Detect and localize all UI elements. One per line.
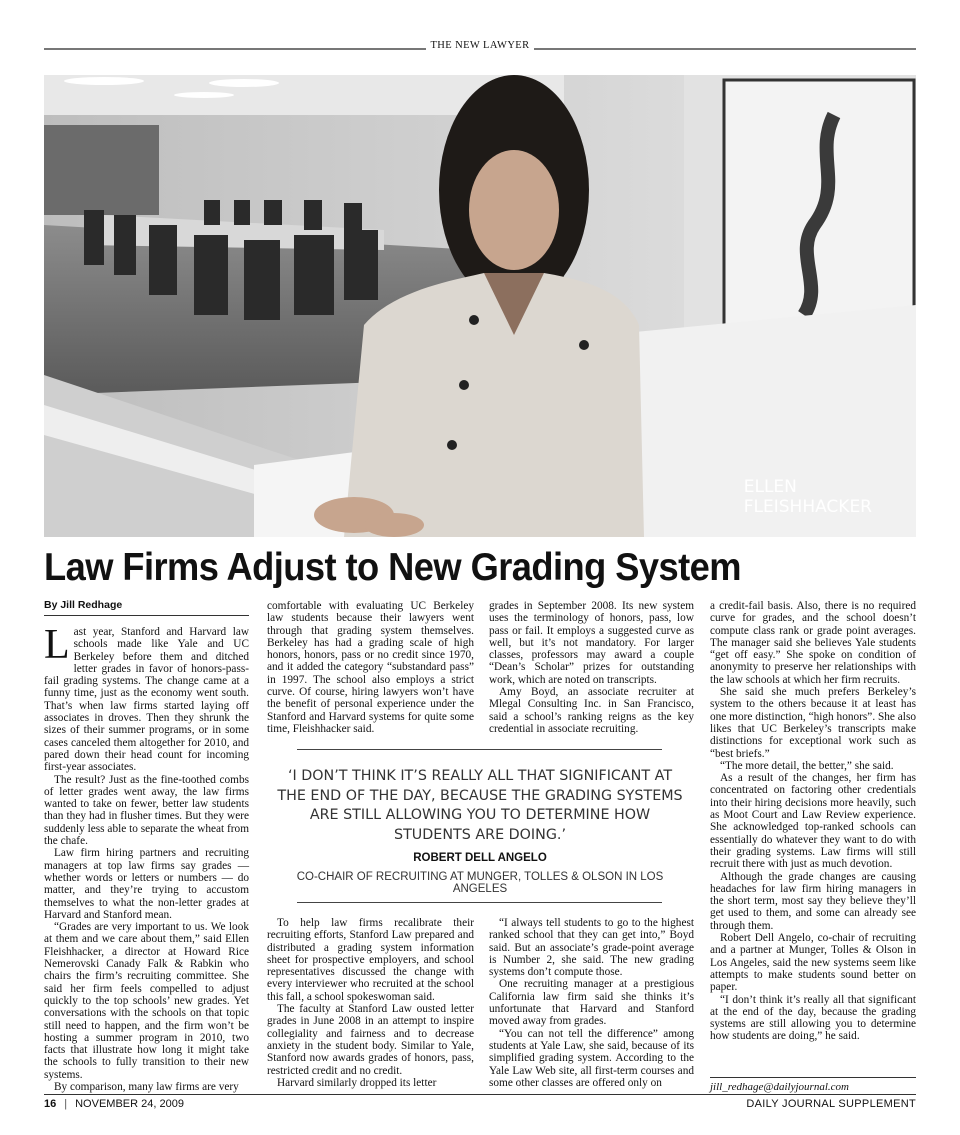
article-paragraph: Robert Dell Angelo, co-chair of recruiting and a partner at Munger, Tolles & Olson in Los Angeles, said the new systems seem like attempts to make students sound better on paper. — [710, 932, 916, 994]
pullquote-title: CO-CHAIR OF RECRUITING AT MUNGER, TOLLES & OLSON IN LOS ANGELES — [296, 871, 664, 895]
article-paragraph: To help law firms recalibrate their recruiting efforts, Stanford Law prepared and distributed a grading system information sheet for prospective employers, and school representatives discussed the change with every interviewer who recruited at the school this fall, a school spokeswoman said. — [267, 917, 474, 1003]
article-paragraph: comfortable with evaluating UC Berkeley law students because their lawyers went through that grading system themselves. Berkeley has had a grading scale of high honors, honors, pass or no credit since 1970, and it added the category “substandard pass” in 1997. The school also employs a strict curve. Of course, hiring lawyers won’t have the benefit of personal experience under the Stanford and Harvard systems for quite some time, Fleishhacker said. — [267, 600, 474, 735]
photo-illustration — [44, 75, 916, 537]
article-paragraph: grades in September 2008. Its new system uses the terminology of honors, pass, low pass or fail. It employs a suggested curve as well, but it’s not mandatory. For larger classes, professors may award a couple “Dean’s Scholar” prizes for outstanding work, which are noted on transcripts. — [489, 600, 694, 686]
article-paragraph: Harvard similarly dropped its letter — [277, 1076, 437, 1089]
article-paragraph: a credit-fail basis. Also, there is no required curve for grades, and the school doesn’t compute class rank or grade point averages. The manager said she believes Yale students “get off easy.” She spoke on condition of anonymity to preserve her relationships with the law schools at which her firm recruits. — [710, 600, 916, 686]
article-paragraph: Law firm hiring partners and recruiting managers at top law firms say grades — whether words or letters or numbers — do matter, and they’re trying to accustom themselves to what the non-letter grades at Harvard and Stanford mean. — [44, 847, 249, 921]
article-column-1 — [44, 622, 249, 1093]
article-paragraph: One recruiting manager at a prestigious California law firm said she thinks it’s unfortunate that Harvard and Stanford moved away from grades. — [489, 978, 694, 1028]
paragraph-text: ast year, Stanford and Harvard law schools made like Yale and UC Berkeley before them and ditched letter grades in favor of honors-pass-fail grading systems. The change came at a funny time, just as the economy went south. That’s when law firms started laying off associates in droves. Then they shrunk the sizes of their summer programs, or in some cases canceled them altogether for 2010, and pared down their head count for incoming first-year associates. — [44, 626, 249, 774]
footer-date: NOVEMBER 24, 2009 — [75, 1098, 184, 1110]
article-paragraph: She said she much prefers Berkeley’s system to the others because it at least has one more distinction, “high honors”. She also likes that UC Berkeley’s transcripts make distinctions for exceptional work such as “best briefs.” — [710, 686, 916, 760]
footer-rule — [44, 1094, 916, 1095]
pullquote-name: ROBERT DELL ANGELO — [413, 852, 547, 864]
email-rule — [710, 1077, 916, 1078]
byline-rule — [44, 615, 249, 616]
masthead — [44, 40, 916, 56]
footer-separator: | — [64, 1098, 68, 1110]
article-paragraph: As a result of the changes, her firm has concentrated on factoring other credentials into their hiring decisions more heavily, such as Moot Court and Law Review experience. She acknowledged top-ranked schools can essentially do whatever they want to do with their grading systems. Law firms will still recruit there with just as much devotion. — [710, 772, 916, 871]
photo-caption — [744, 477, 872, 517]
article-column-4 — [710, 600, 916, 1043]
article-column-3-top — [489, 600, 694, 735]
article-paragraph: “The more detail, the better,” she said. — [720, 759, 894, 772]
pullquote-text: ‘I DON’T THINK IT’S REALLY ALL THAT SIGNIFICANT AT THE END OF THE DAY, BECAUSE THE GRADING SYSTEMS ARE STILL ALLOWING YOU TO DETERMINE HOW STUDENTS ARE DOING.’ — [277, 768, 683, 843]
caption-last-name: FLEISHHACKER — [743, 497, 872, 517]
page-number: 16 — [44, 1098, 57, 1110]
article-column-2-bottom — [267, 917, 474, 1089]
portrait-photo — [44, 75, 916, 537]
article-column-2-top — [267, 600, 474, 735]
caption-first-name: ELLEN — [743, 477, 797, 497]
headline: Law Firms Adjust to New Grading System — [44, 546, 741, 589]
article-paragraph: “You can not tell the difference” among students at Yale Law, she said, because of its simplified grading system. According to the Yale Law Web site, all first-term courses and some other classes are offered only on — [489, 1027, 694, 1089]
article-paragraph: “Grades are very important to us. We look at them and we care about them,” said Ellen Fleishhacker, a director at Howard Rice Nemerovski Canady Falk & Rabkin who chairs the firm’s recruiting committee. She said her firm feels compelled to adjust quickly to the top schools’ new grades. Yet conversations with the schools on that topic still need to happen, and the firm won’t be hosting a summer program in 2010, two facts that illustrate how long it might take the schools to fully transition to their new systems. — [44, 921, 249, 1081]
drop-cap: L — [44, 622, 70, 668]
article-paragraph: The faculty at Stanford Law ousted letter grades in June 2008 in an attempt to inspire collegiality and fairness and to decrease anxiety in the student body. Similar to Yale, Stanford now awards grades of honors, pass, restricted credit and no credit. — [267, 1003, 474, 1077]
footer-section: DAILY JOURNAL SUPPLEMENT — [746, 1098, 916, 1110]
article-paragraph: Although the grade changes are causing headaches for law firm hiring managers in the short term, most say they believe they’ll get used to them, and some can already see through them. — [710, 870, 916, 932]
article-paragraph — [44, 622, 249, 774]
masthead-label: THE NEW LAWYER — [430, 40, 530, 51]
article-paragraph: Amy Boyd, an associate recruiter at Mlegal Consulting Inc. in San Francisco, said a school’s ranking reigns as the key credential in associate recruiting. — [489, 686, 694, 735]
article-paragraph: By comparison, many law firms are very — [54, 1080, 239, 1093]
article-column-3-bottom — [489, 917, 694, 1089]
article-paragraph: The result? Just as the fine-toothed combs of letter grades went away, the law firms wanted to take on fewer, better law students than they had in flusher times. But they were suddenly less able to separate the wheat from the chafe. — [44, 773, 249, 848]
pullquote-rule-top — [297, 749, 662, 750]
footer-left — [44, 1098, 184, 1110]
article-paragraph: “I don’t think it’s really all that significant at the end of the day, because the grading systems are still allowing you to determine how students are doing,” he said. — [710, 993, 916, 1043]
article-paragraph: “I always tell students to go to the highest ranked school that they can get into,” Boyd said. But an associate’s grade-point average is Number 2, she said. The new grading systems don’t compute those. — [489, 917, 694, 979]
masthead-rule-right — [534, 48, 916, 50]
pullquote-rule-bottom — [297, 902, 662, 903]
author-email: jill_redhage@dailyjournal.com — [710, 1081, 849, 1093]
byline: By Jill Redhage — [44, 599, 123, 611]
